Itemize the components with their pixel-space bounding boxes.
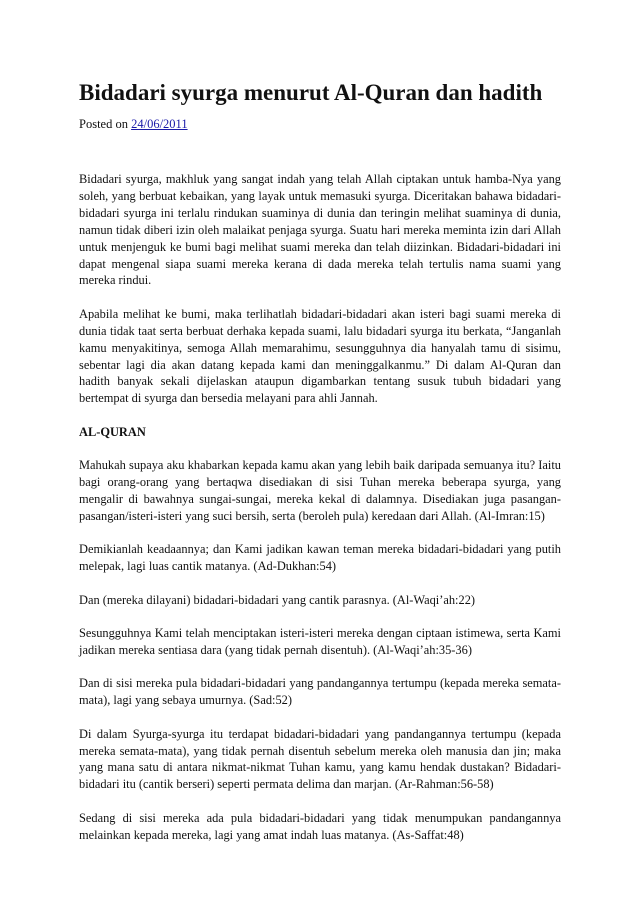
intro-paragraph-1: Bidadari syurga, makhluk yang sangat indah yang telah Allah ciptakan untuk hamba-Nya yang soleh, yang berbuat kebaikan, yang layak untuk memasuki syurga. Diceritakan bahawa bidadari-bidadari syurga ini terlalu rindukan suaminya di dunia dan teringin melihat suaminya di dunia, namun tidak diberi izin oleh malaikat penjaga syurga. Suatu hari mereka meminta izin dari Allah untuk menjenguk ke bumi bagi melihat suami mereka dan telah diizinkan. Bidadari-bidadari ini dapat mengenal siapa suami mereka kerana di dada mereka telah tertulis nama suami yang mereka rindui. — [79, 172, 561, 288]
quran-paragraph: Dan di sisi mereka pula bidadari-bidadari yang pandangannya tertumpu (kepada mereka semata-mata), lagi yang sebaya umurnya. (Sad:52) — [79, 676, 561, 708]
document-page — [79, 78, 561, 860]
article-title: Bidadari syurga menurut Al-Quran dan hadith — [79, 80, 543, 105]
article-body — [79, 171, 561, 844]
quran-paragraph: Sesungguhnya Kami telah menciptakan isteri-isteri mereka dengan ciptaan istimewa, serta Kami jadikan mereka sentiasa dara (yang tidak pernah disentuh). (Al-Waqi’ah:35-36) — [79, 626, 561, 657]
intro-paragraph-2: Apabila melihat ke bumi, maka terlihatlah bidadari-bidadari akan isteri bagi suami mereka di dunia tidak taat serta berbuat derhaka kepada suami, lalu bidadari syurga itu berkata, “Janganlah kamu menyakitinya, semoga Allah memarahimu, sesungguhnya dia hanyalah tamu di sisimu, sebentar lagi dia akan datang kepada kami dan meninggalkanmu.” Di dalam Al-Quran dan hadith banyak sekali dijelaskan ataupun digambarkan tentang susuk tubuh bidadari yang bertempat di syurga dan bersedia melayani para ahli Jannah. — [79, 306, 561, 406]
post-meta — [79, 116, 561, 132]
quran-paragraph: Mahukah supaya aku khabarkan kepada kamu akan yang lebih baik daripada semuanya itu? Iaitu bagi orang-orang yang bertaqwa disediakan di sisi Tuhan mereka beberapa syurga, yang mengalir di bawahnya sungai-sungai, mereka kekal di dalamnya. Disediakan juga pasangan-pasangan/isteri-isteri yang suci bersih, serta (beroleh pula) keredaan dari Allah. (Al-Imran:15) — [79, 458, 561, 523]
section-heading-al-quran: AL-QURAN — [79, 424, 146, 439]
quran-paragraph: Dan (mereka dilayani) bidadari-bidadari yang cantik parasnya. (Al-Waqi’ah:22) — [79, 592, 476, 607]
quran-paragraph: Di dalam Syurga-syurga itu terdapat bidadari-bidadari yang pandangannya tertumpu (kepada mereka semata-mata), yang tidak pernah disentuh sebelum mereka oleh manusia dan jin; maka yang mana satu di antara nikmat-nikmat Tuhan kamu, yang kamu hendak dustakan? Bidadari-bidadari itu (cantik berseri) seperti permata delima dan marjan. (Ar-Rahman:56-58) — [79, 726, 561, 792]
quran-paragraph: Sedang di sisi mereka ada pula bidadari-bidadari yang tidak menumpukan pandangannya melainkan kepada mereka, lagi yang amat indah luas matanya. (As-Saffat:48) — [79, 810, 561, 842]
posted-label: Posted on — [79, 117, 128, 131]
posted-date-link[interactable]: 24/06/2011 — [131, 117, 188, 131]
quran-paragraph: Demikianlah keadaannya; dan Kami jadikan kawan teman mereka bidadari-bidadari yang putih melepak, lagi luas cantik matanya. (Ad-Dukhan:54) — [79, 542, 561, 574]
